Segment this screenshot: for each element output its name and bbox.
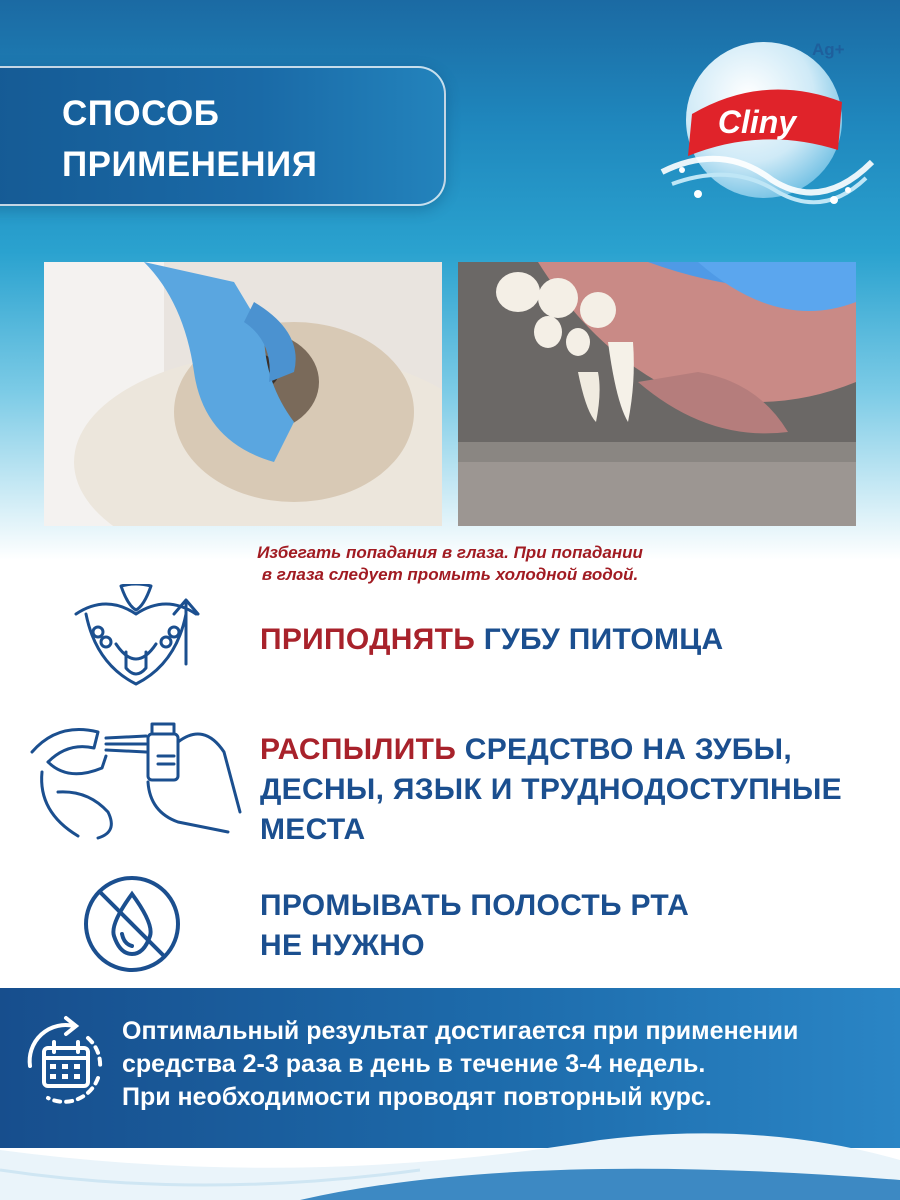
no-rinse-icon	[80, 872, 184, 976]
photo-dog-teeth-closeup	[458, 262, 856, 526]
step2-accent: РАСПЫЛИТЬ	[260, 733, 457, 766]
step1-rest: ГУБУ ПИТОМЦА	[475, 623, 724, 656]
warning-line-1: Избегать попадания в глаза. При попадании	[257, 543, 643, 562]
logo-badge: Ag+	[812, 40, 845, 59]
step-no-rinse	[260, 886, 689, 966]
step-spray	[260, 730, 842, 850]
step2-line-1	[260, 730, 842, 770]
step2-rest: СРЕДСТВО НА ЗУБЫ,	[456, 733, 792, 766]
usage-duration-text	[122, 1015, 892, 1114]
step2-line-2: ДЕСНЫ, ЯЗЫК И ТРУДНОДОСТУПНЫЕ	[260, 773, 842, 806]
lift-lip-icon	[66, 584, 216, 696]
logo-brand: Cliny	[717, 104, 797, 140]
decorative-wave	[0, 1130, 900, 1200]
step3-line-1: ПРОМЫВАТЬ ПОЛОСТЬ РТА	[260, 889, 690, 922]
warning-line-2: в глаза следует промыть холодной водой.	[261, 565, 639, 584]
eye-warning	[150, 542, 750, 586]
bottom-line-2: средства 2-3 раза в день в течение 3-4 недель.	[122, 1050, 706, 1078]
step3-line-2: НЕ НУЖНО	[260, 929, 425, 962]
bottom-line-3: При необходимости проводят повторный курс.	[122, 1083, 712, 1111]
bottom-line-1: Оптимальный результат достигается при применении	[122, 1017, 799, 1045]
photo-vet-lifting-lip	[44, 262, 442, 526]
spray-teeth-icon	[28, 712, 246, 840]
step2-line-3: МЕСТА	[260, 813, 366, 846]
step-lift-lip	[260, 620, 723, 660]
step1-accent: ПРИПОДНЯТЬ	[260, 623, 476, 656]
title-line-2: ПРИМЕНЕНИЯ	[62, 145, 318, 184]
page-title	[62, 88, 422, 190]
title-line-1: СПОСОБ	[62, 94, 220, 133]
calendar-cycle-icon	[14, 1008, 114, 1108]
